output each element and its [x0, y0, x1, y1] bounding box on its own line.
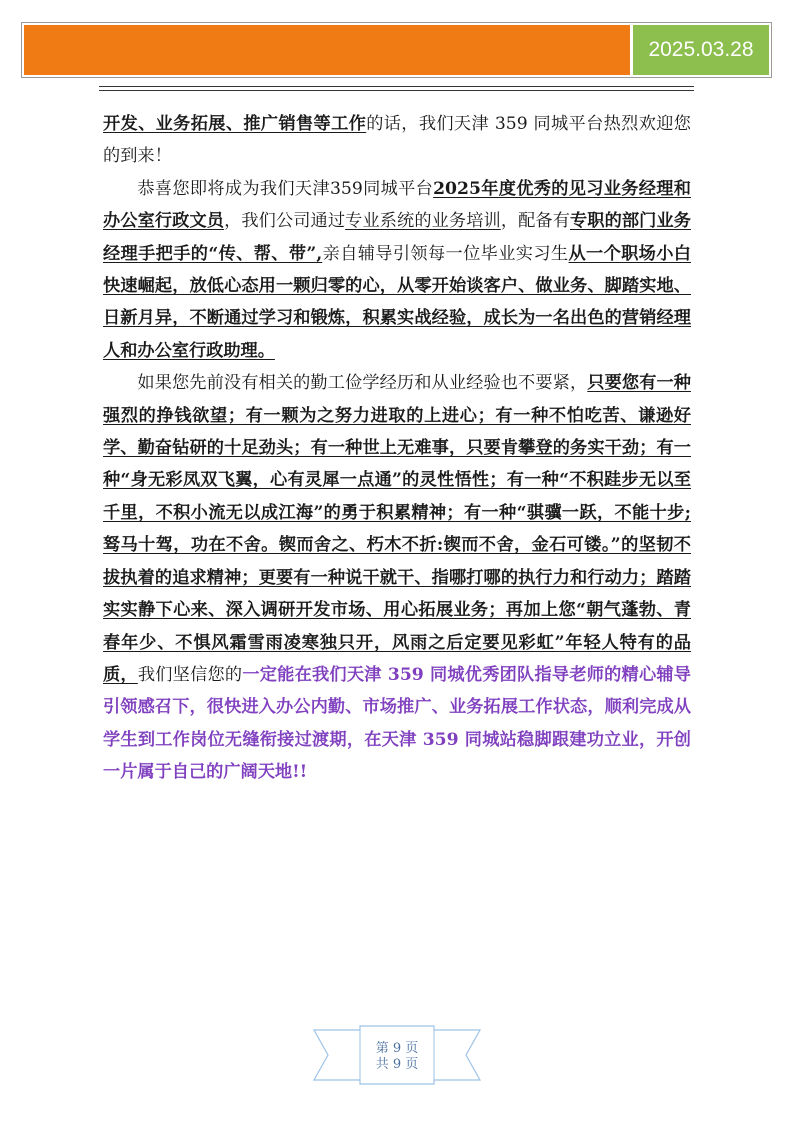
header-date: 2025.03.28: [633, 25, 769, 75]
p3-text-a: 如果您先前没有相关的勤工俭学经历和从业经验也不要紧，: [137, 373, 588, 394]
page-number-text: [312, 1041, 482, 1073]
p1-underlined-phrase: 开发、业务拓展、推广销售等工作: [103, 114, 367, 134]
p2-mentor-phrase: 专职的部门业务经理手把手的“传、帮、带”,: [103, 211, 691, 264]
header-rule-bottom: [99, 90, 694, 91]
p3-text-b: 我们坚信您的: [137, 664, 243, 685]
current-page: 第 9 页: [375, 1041, 419, 1056]
p2-text-d: 亲自辅导引领每一位毕业实习生: [322, 243, 569, 264]
p2-text-c: ，配备有: [500, 211, 570, 232]
p2-position-title: 2025年度优秀的见习业务经理和办公室行政文员: [103, 178, 691, 232]
p3-closing-highlight: 一定能在我们天津 359 同城优秀团队指导老师的精心辅导引领感召下，很快进入办公内勤、市场推广、业务拓展工作状态，顺利完成从学生到工作岗位无缝衔接过渡期，在天津 359 同城站稳脚跟建功立业，开创一片属于自己的广阔天地!!: [103, 664, 691, 783]
p3-qualities-phrase: 只要您有一种强烈的挣钱欲望；有一颗为之努力进取的上进心；有一种不怕吃苦、谦逊好学、勤奋钻研的十足劲头；有一种世上无难事，只要肯攀登的务实干劲；有一种“身无彩凤双飞翼，心有灵犀一点通”的灵性悟性；有一种“不积跬步无以至千里，不积小流无以成江海”的勇于积累精神；有一种“骐骥一跃，不能十步;驽马十驾，功在不舍。锲而舍之、朽木不折:锲而不舍，金石可镂。”的坚韧不拔执着的追求精神；更要有一种说干就干、指哪打哪的执行力和行动力；踏踏实实静下心来、深入调研开发市场、用心拓展业务；再加上您“朝气蓬勃、青春年少、不惧风霜雪雨凌寒独只开，风雨之后定要见彩虹”年轻人特有的品质，: [103, 373, 691, 685]
p1-text: 的话，我们天津 359 同城平台热烈欢迎您的到来！: [103, 114, 691, 167]
paragraph-1: [103, 108, 691, 173]
page-number-ribbon: [312, 1024, 482, 1086]
p2-text-a: 恭喜您即将成为我们天津359同城平台: [137, 178, 434, 199]
paragraph-3: [103, 367, 691, 788]
p2-training-phrase: 专业系统的业务培训: [345, 211, 501, 232]
p2-text-b: ，我们公司通过: [224, 211, 346, 232]
body-text: [103, 108, 691, 789]
total-pages: 共 9 页: [375, 1057, 419, 1072]
p2-growth-phrase: 从一个职场小白快速崛起，放低心态用一颗归零的心，从零开始谈客户、做业务、脚踏实地、日新月异，不断通过学习和锻炼，积累实战经验，成长为一名出色的营销经理人和办公室行政助理。: [103, 243, 691, 361]
header-rule-top: [99, 86, 694, 87]
paragraph-2: [103, 173, 691, 367]
header-color-bar: [24, 25, 630, 75]
